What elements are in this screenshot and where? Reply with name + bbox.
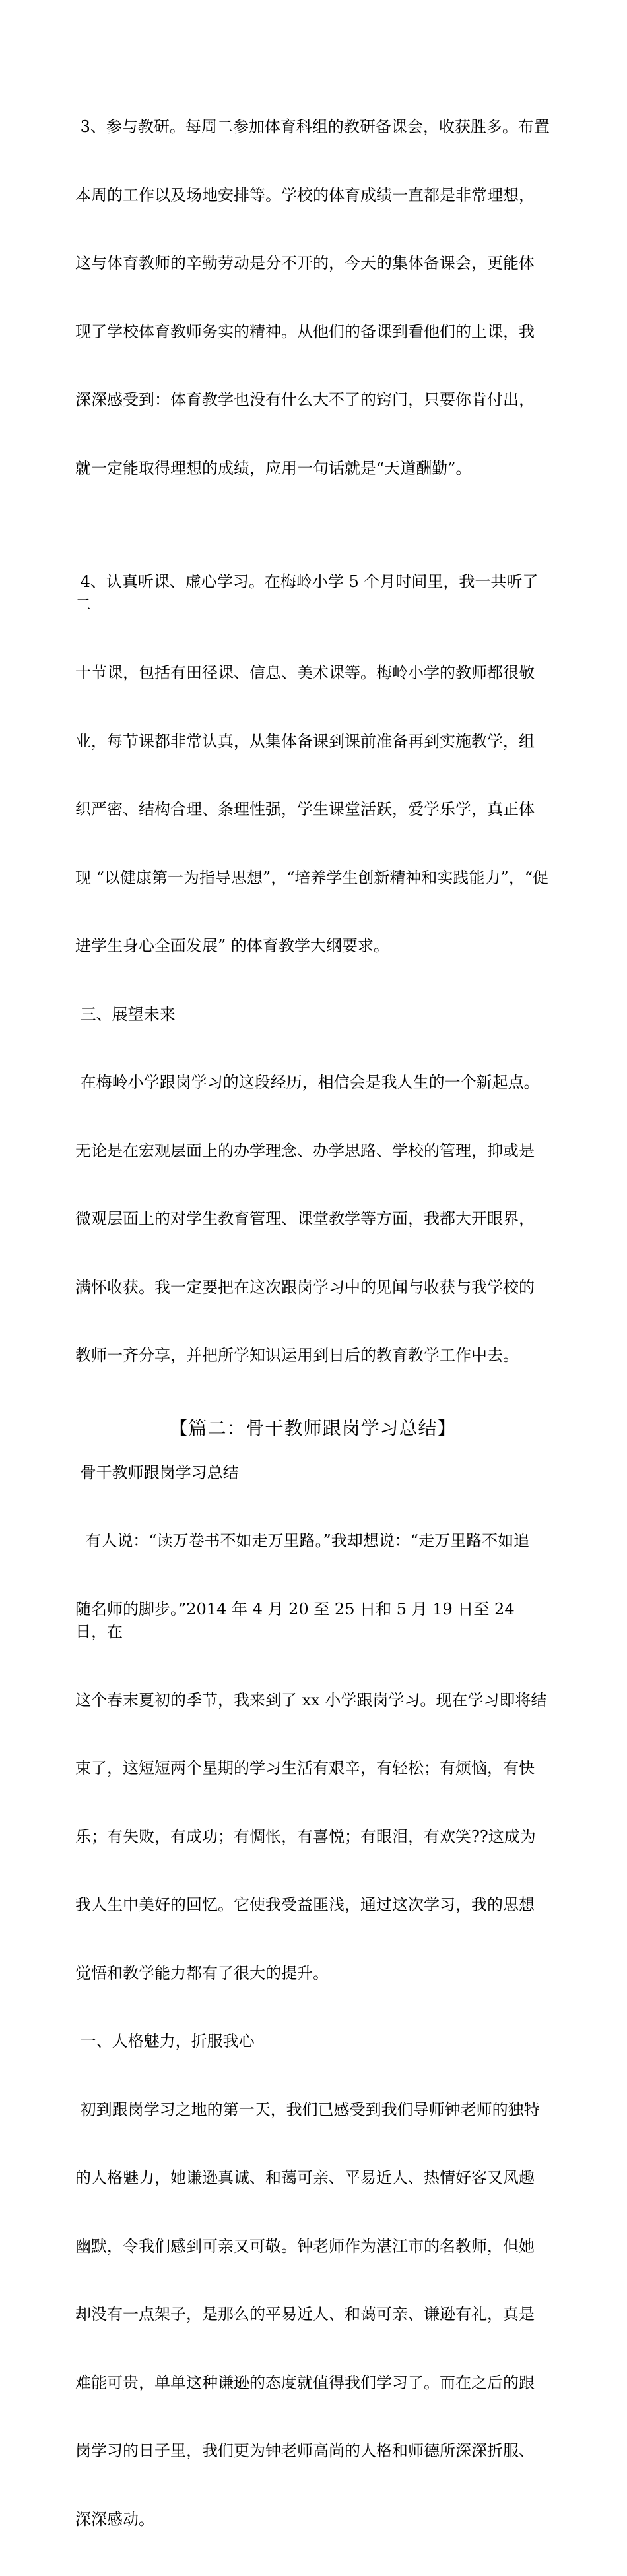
text-line: 微观层面上的对学生教育管理、课堂教学等方面，我都大开眼界，: [75, 1208, 550, 1231]
text-line: 觉悟和教学能力都有了很大的提升。: [75, 1962, 550, 1985]
text-line: 在梅岭小学跟岗学习的这段经历，相信会是我人生的一个新起点。: [75, 1071, 550, 1094]
text-line: 的人格魅力，她谦逊真诚、和蔼可亲、平易近人、热情好客又风趣: [75, 2166, 550, 2190]
text-line: 现 “以健康第一为指导思想”，“培养学生创新精神和实践能力”，“促: [75, 867, 550, 890]
text-line: 初到跟岗学习之地的第一天，我们已感受到我们导师钟老师的独特: [75, 2099, 550, 2122]
text-line: 岗学习的日子里，我们更为钟老师高尚的人格和师德所深深折服、: [75, 2439, 550, 2463]
text-line: 进学生身心全面发展” 的体育教学大纲要求。: [75, 935, 550, 958]
section-3-paragraph: [75, 1026, 550, 1413]
text-line: 难能可贵，单单这种谦逊的态度就值得我们学习了。而在之后的跟: [75, 2372, 550, 2395]
text-line: 就一定能取得理想的成绩，应用一句话就是“天道酬勤”。: [75, 457, 550, 480]
text-line: 有人说：“读万卷书不如走万里路。”我却想说：“走万里路不如追: [75, 1529, 550, 1552]
text-line: 幽默，令我们感到可亲又可敬。钟老师作为湛江市的名教师，但她: [75, 2235, 550, 2258]
text-line: 这与体育教师的辛勤劳动是分不开的，今天的集体备课会，更能体: [75, 252, 550, 275]
text-line: 无论是在宏观层面上的办学理念、办学思路、学校的管理，抑或是: [75, 1140, 550, 1163]
document-page: [0, 0, 627, 886]
text-line: 随名师的脚步。”2014 年 4 月 20 至 25 日和 5 月 19 日至 24 日，在: [75, 1598, 550, 1643]
item-4-paragraph: [75, 525, 550, 1003]
subtitle: 骨干教师跟岗学习总结: [75, 1461, 550, 1485]
text-line: 织严密、结构合理、条理性强，学生课堂活跃，爱学乐学，真正体: [75, 798, 550, 821]
text-line: 深深感受到：体育教学也没有什么大不了的窍门，只要你肯付出，: [75, 388, 550, 412]
chapter-heading: 【篇二：骨干教师跟岗学习总结】: [75, 1413, 550, 1444]
text-line: 3、参与教研。每周二参加体育科组的教研备课会，收获胜多。布置: [75, 115, 550, 138]
text-line: 深深感动。: [75, 2508, 550, 2531]
text-line: 束了，这短短两个星期的学习生活有艰辛，有轻松；有烦恼，有快: [75, 1757, 550, 1780]
text-line: 4、认真听课、虚心学习。在梅岭小学 5 个月时间里，我一共听了二: [75, 570, 550, 616]
text-line: 十节课，包括有田径课、信息、美术课等。梅岭小学的教师都很敬: [75, 661, 550, 685]
text-line: 满怀收获。我一定要把在这次跟岗学习中的见闻与收获与我学校的: [75, 1276, 550, 1299]
text-line: 乐；有失败，有成功；有惆怅，有喜悦；有眼泪，有欢笑??这成为: [75, 1825, 550, 1849]
text-line: 业，每节课都非常认真，从集体备课到课前准备再到实施教学，组: [75, 730, 550, 753]
section-1-title: 一、人格魅力，折服我心: [75, 2030, 550, 2053]
intro-paragraph: [75, 1484, 550, 2030]
text-line: 这个春末夏初的季节，我来到了 xx 小学跟岗学习。现在学习即将结: [75, 1689, 550, 1712]
section-1-paragraph: [75, 2053, 550, 2576]
document-body: [75, 70, 550, 2576]
section-3-title: 三、展望未来: [75, 1003, 550, 1026]
text-line: 却没有一点架子，是那么的平易近人、和蔼可亲、谦逊有礼，真是: [75, 2303, 550, 2326]
text-line: 本周的工作以及场地安排等。学校的体育成绩一直都是非常理想，: [75, 184, 550, 207]
text-line: 我人生中美好的回忆。它使我受益匪浅，通过这次学习，我的思想: [75, 1893, 550, 1917]
text-line: 教师一齐分享，并把所学知识运用到日后的教育教学工作中去。: [75, 1344, 550, 1367]
item-3-paragraph: [75, 70, 550, 525]
text-line: 现了学校体育教师务实的精神。从他们的备课到看他们的上课，我: [75, 321, 550, 344]
